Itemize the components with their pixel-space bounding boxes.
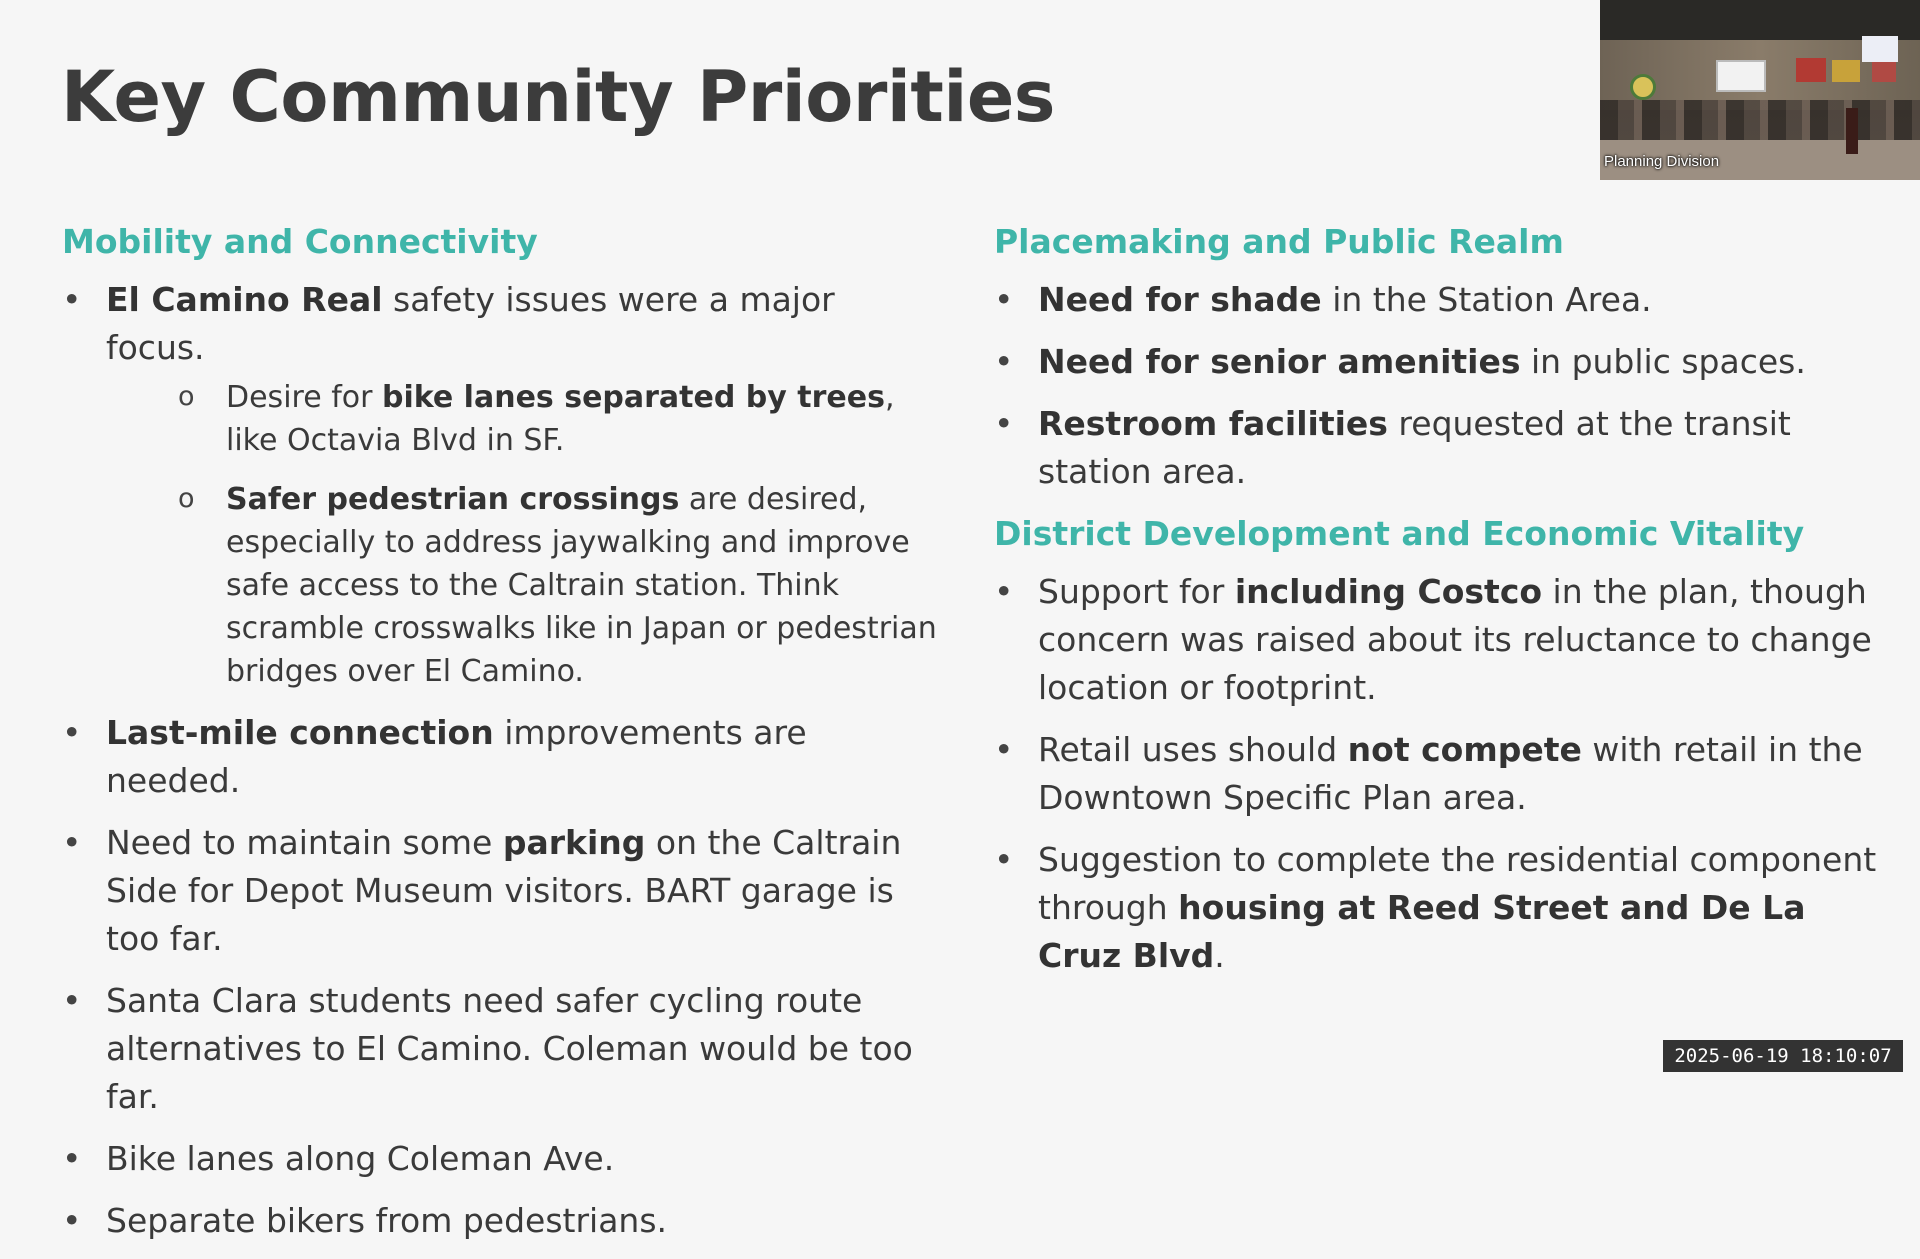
bullet-retail: • Retail uses should not compete with retail in the Downtown Specific Plan area.: [994, 726, 1894, 822]
slide-title: Key Community Priorities: [61, 56, 1055, 138]
sub-bullet-bike-lanes: o Desire for bike lanes separated by trees, like Octavia Blvd in SF.: [106, 376, 942, 462]
flag-icon: [1796, 58, 1826, 82]
bullet-coleman-bike-lanes: • Bike lanes along Coleman Ave.: [62, 1135, 942, 1183]
right-column: [994, 218, 1894, 994]
video-participant-label: Planning Division: [1604, 153, 1720, 170]
sub-bullet-pedestrian-crossings: o Safer pedestrian crossings are desired, especially to address jaywalking and improve safe access to the Caltrain station. Think scramble crosswalks like in Japan or pedestrian bridges over El Camino.: [106, 478, 942, 693]
section-heading-district: District Development and Economic Vitality: [994, 514, 1805, 553]
city-seal-icon: [1630, 74, 1656, 100]
bullet-senior-amenities: • Need for senior amenities in public spaces.: [994, 338, 1894, 386]
bullet-shade: • Need for shade in the Station Area.: [994, 276, 1894, 324]
video-audience: [1600, 100, 1920, 144]
bullet-students-cycling: • Santa Clara students need safer cycling route alternatives to El Camino. Coleman would be too far.: [62, 977, 942, 1121]
district-list: [994, 568, 1894, 980]
bullet-restroom: • Restroom facilities requested at the transit station area.: [994, 400, 1894, 496]
flag-icon: [1832, 60, 1860, 82]
section-heading-mobility: Mobility and Connectivity: [62, 222, 538, 261]
video-podium: [1846, 108, 1858, 154]
bullet-separate-bikers: • Separate bikers from pedestrians.: [62, 1197, 942, 1245]
mobility-list: [62, 276, 942, 1245]
section-heading-placemaking: Placemaking and Public Realm: [994, 222, 1564, 261]
video-thumbnail[interactable]: [1600, 0, 1920, 180]
bullet-el-camino: • El Camino Real safety issues were a major focus. o Desire for bike lanes separated by trees, like Octavia Blvd in SF. o Safer pedestrian crossings are desired, especially to address jaywalking and improve safe access to the Caltrain station. Think scramble crosswalks like in Japan or pedestrian bridges over El Camino.: [62, 276, 942, 693]
video-projection-screen: [1716, 60, 1766, 92]
left-column: [62, 218, 942, 1259]
el-camino-sublist: [106, 376, 942, 693]
bullet-last-mile: • Last-mile connection improvements are needed.: [62, 709, 942, 805]
flag-icon: [1872, 62, 1896, 82]
placemaking-list: [994, 276, 1894, 496]
timestamp-overlay: 2025-06-19 18:10:07: [1663, 1040, 1903, 1072]
bullet-parking: • Need to maintain some parking on the Caltrain Side for Depot Museum visitors. BART garage is too far.: [62, 819, 942, 963]
video-monitor: [1862, 36, 1898, 62]
bullet-costco: • Support for including Costco in the plan, though concern was raised about its reluctance to change location or footprint.: [994, 568, 1894, 712]
bullet-residential: • Suggestion to complete the residential component through housing at Reed Street and De La Cruz Blvd.: [994, 836, 1894, 980]
